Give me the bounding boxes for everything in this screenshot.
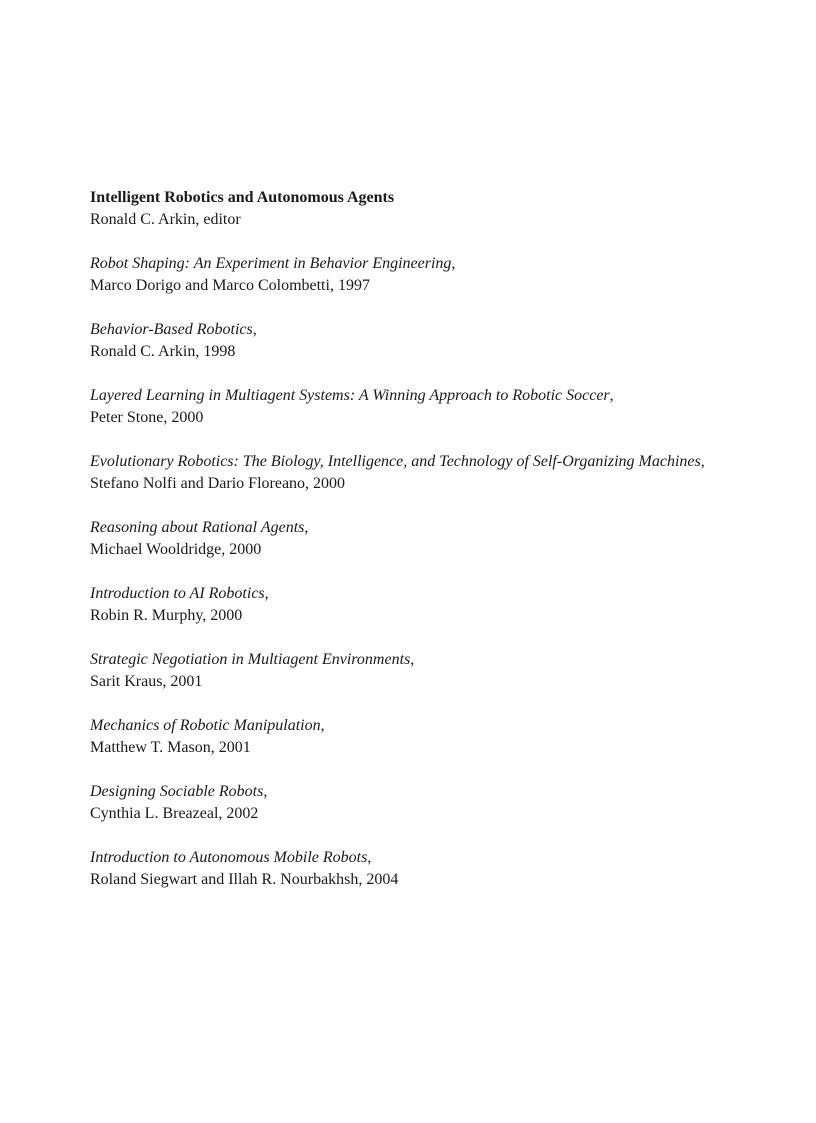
series-list-page: [90, 187, 760, 913]
book-title: Introduction to AI Robotics: [90, 585, 265, 602]
series-editor: Ronald C. Arkin, editor: [90, 211, 241, 228]
book-title-wrap: Designing Sociable Robots,: [90, 783, 268, 800]
book-entry: [90, 253, 760, 297]
book-entry: [90, 451, 760, 495]
book-authors-year: Matthew T. Mason, 2001: [90, 739, 251, 756]
book-title: Mechanics of Robotic Manipulation: [90, 717, 321, 734]
book-authors-year: Peter Stone, 2000: [90, 409, 204, 426]
series-title: Intelligent Robotics and Autonomous Agents: [90, 189, 395, 206]
book-title: Designing Sociable Robots: [90, 783, 264, 800]
book-title-wrap: Robot Shaping: An Experiment in Behavior Engineering,: [90, 255, 456, 272]
book-title: Behavior-Based Robotics: [90, 321, 253, 338]
book-title-wrap: Layered Learning in Multiagent Systems: A Winning Approach to Robotic Soccer,: [90, 387, 614, 404]
book-title-wrap: Introduction to AI Robotics,: [90, 585, 269, 602]
book-title-wrap: Introduction to Autonomous Mobile Robots,: [90, 849, 372, 866]
book-title: Evolutionary Robotics: The Biology, Intelligence, and Technology of Self-Organizing Machines: [90, 453, 701, 470]
book-title-wrap: Strategic Negotiation in Multiagent Environments,: [90, 651, 415, 668]
book-title: Robot Shaping: An Experiment in Behavior Engineering: [90, 255, 452, 272]
book-entry: [90, 517, 760, 561]
book-title-wrap: Behavior-Based Robotics,: [90, 321, 257, 338]
book-entry: [90, 715, 760, 759]
book-authors-year: Stefano Nolfi and Dario Floreano, 2000: [90, 475, 346, 492]
book-entry: [90, 583, 760, 627]
book-entry: [90, 319, 760, 363]
book-title: Reasoning about Rational Agents: [90, 519, 305, 536]
book-authors-year: Marco Dorigo and Marco Colombetti, 1997: [90, 277, 370, 294]
book-title-wrap: Mechanics of Robotic Manipulation,: [90, 717, 325, 734]
book-title-wrap: Evolutionary Robotics: The Biology, Intelligence, and Technology of Self-Organizing Machines,: [90, 453, 705, 470]
book-authors-year: Ronald C. Arkin, 1998: [90, 343, 236, 360]
book-authors-year: Sarit Kraus, 2001: [90, 673, 203, 690]
book-authors-year: Cynthia L. Breazeal, 2002: [90, 805, 259, 822]
book-authors-year: Robin R. Murphy, 2000: [90, 607, 243, 624]
book-title-wrap: Reasoning about Rational Agents,: [90, 519, 309, 536]
book-entry: [90, 781, 760, 825]
book-authors-year: Michael Wooldridge, 2000: [90, 541, 262, 558]
book-title: Introduction to Autonomous Mobile Robots: [90, 849, 368, 866]
book-entry: [90, 847, 760, 891]
book-title: Layered Learning in Multiagent Systems: A Winning Approach to Robotic Soccer: [90, 387, 610, 404]
book-entry: [90, 385, 760, 429]
book-title: Strategic Negotiation in Multiagent Environments: [90, 651, 411, 668]
book-entry: [90, 649, 760, 693]
book-authors-year: Roland Siegwart and Illah R. Nourbakhsh, 2004: [90, 871, 399, 888]
